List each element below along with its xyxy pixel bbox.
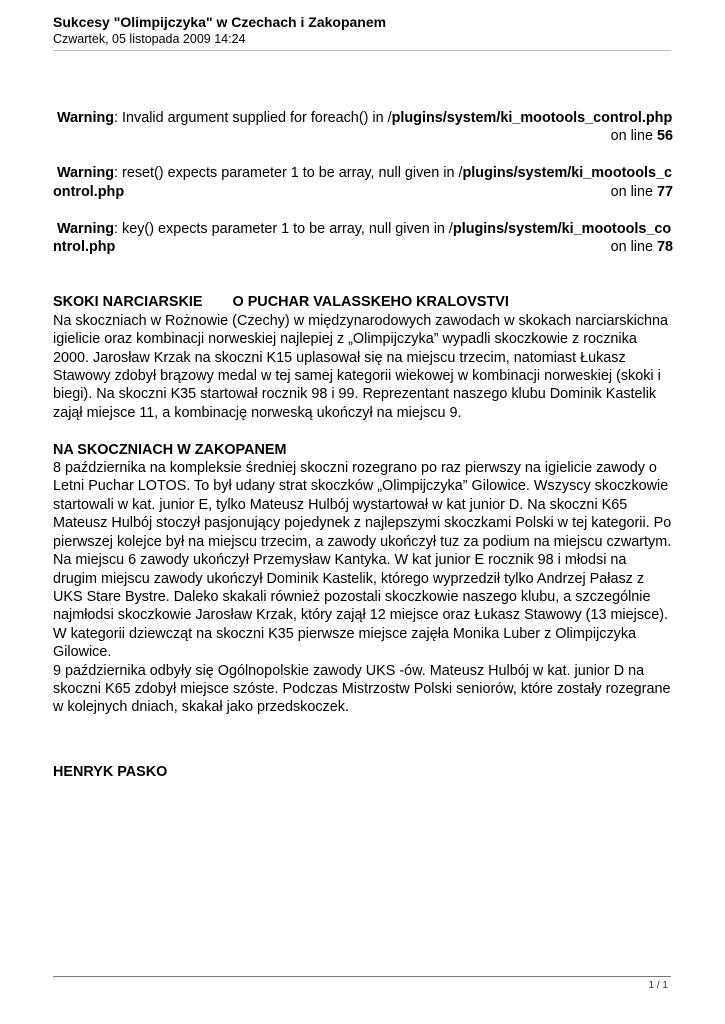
warning-message: : reset() expects parameter 1 to be array, null given in / <box>114 165 463 182</box>
php-warning-1 <box>53 109 673 146</box>
section-heading: NA SKOCZNIACH W ZAKOPANEM <box>53 441 287 458</box>
warning-line-text: on line <box>610 239 657 256</box>
section-heading-right: O PUCHAR VALASSKEHO KRALOVSTVI <box>232 294 509 311</box>
section-zakopane <box>53 441 673 717</box>
warning-message: : Invalid argument supplied for foreach() in / <box>114 110 392 126</box>
footer-divider <box>53 976 671 977</box>
warning-label: Warning <box>57 110 115 126</box>
paragraph: W kategorii dziewcząt na skoczni K35 pierwsze miejsce zajęła Monika Luber z Olimpijczyka Gilowice. <box>53 625 637 661</box>
page-number: 1 / 1 <box>648 980 668 991</box>
author-signature: HENRYK PASKO <box>53 763 168 780</box>
warning-message: : key() expects parameter 1 to be array, null given in / <box>114 220 453 237</box>
warning-line-number: 77 <box>656 183 673 200</box>
warning-path: plugins/system/ki_mootools_control.php <box>391 110 673 126</box>
php-warning-2 <box>53 164 673 201</box>
warning-path: plugins/system/ki_mootools_control.php <box>53 165 673 200</box>
section-heading <box>53 293 673 311</box>
warning-line-text: on line <box>610 128 657 145</box>
warning-line <box>607 127 673 145</box>
document-date: Czwartek, 05 listopada 2009 14:24 <box>53 32 246 46</box>
warning-label: Warning <box>57 220 115 237</box>
warning-line <box>607 238 673 256</box>
warning-line-text: on line <box>610 183 657 200</box>
warning-label: Warning <box>57 165 115 182</box>
section-body: Na skoczniach w Rożnowie (Czechy) w międzynarodowych zawodach w skokach narciarskichna igielicie oraz kombinacji norweskiej najlepiej z „Olimpijczyka” wypadli skoczkowie z rocznika 2000. Jarosław Krzak na skoczni K15 uplasował się na miejscu trzecim, natomiast Łukasz Stawowy zdobył brązowy medal w tej samej kategorii wiekowej w kombinacji norweskiej (skoki i biegi). Na skoczni K35 startował rocznik 98 i 99. Reprezentant naszego klubu Dominik Kastelik zajął miejsce 11, a kombinację norweską ukończył na miejscu 9. <box>53 312 669 421</box>
document-title: Sukcesy "Olimpijczyka" w Czechach i Zakopanem <box>53 14 387 30</box>
warning-line-number: 78 <box>656 239 673 256</box>
php-warning-3 <box>53 220 673 257</box>
header-divider <box>53 50 671 51</box>
warning-line-number: 56 <box>656 128 673 145</box>
paragraph: 9 października odbyły się Ogólnopolskie zawody UKS -ów. Mateusz Hulbój w kat. junior D na skoczni K65 zdobył miejsce szóste. Podczas Mistrzostw Polski seniorów, które zostały rozegrane w kolejnych dniach, skakał jako przedskoczek. <box>53 662 671 716</box>
section-heading-left: SKOKI NARCIARSKIE <box>53 294 203 311</box>
warning-line <box>607 183 673 201</box>
article-content <box>53 109 673 781</box>
section-skoki-narciarskie <box>53 293 673 422</box>
warning-path: plugins/system/ki_mootools_control.php <box>53 220 672 256</box>
paragraph: 8 października na kompleksie średniej skoczni rozegrano po raz pierwszy na igielicie zawody o Letni Puchar LOTOS. To był udany strat skoczków „Olimpijczyka” Gilowice. Wszyscy skoczkowie startowali w kat. junior E, tylko Mateusz Hulbój wystartował w kat junior D. Na skoczni K65 Mateusz Hulbój stoczył pasjonujący pojedynek z najlepszymi skoczkami Polski w tej kategorii. Po pierwszej kolejce był na miejscu trzecim, a zawody ukończył tuz za podium na miejscu czwartym. Na miejscu 6 zawody ukończył Przemysław Kantyka. W kat junior E rocznik 98 i młodsi na drugim miejscu zawody ukończył Dominik Kastelik, którego wyprzedził tylko Andrzej Pałasz z UKS Stare Bystre. Daleko skakali również pozostali skoczkowie naszego klubu, a szczególnie najmłodsi skoczkowie Jarosław Krzak, który zajął 12 miejsce oraz Łukasz Stawowy (13 miejsce). <box>53 460 672 624</box>
